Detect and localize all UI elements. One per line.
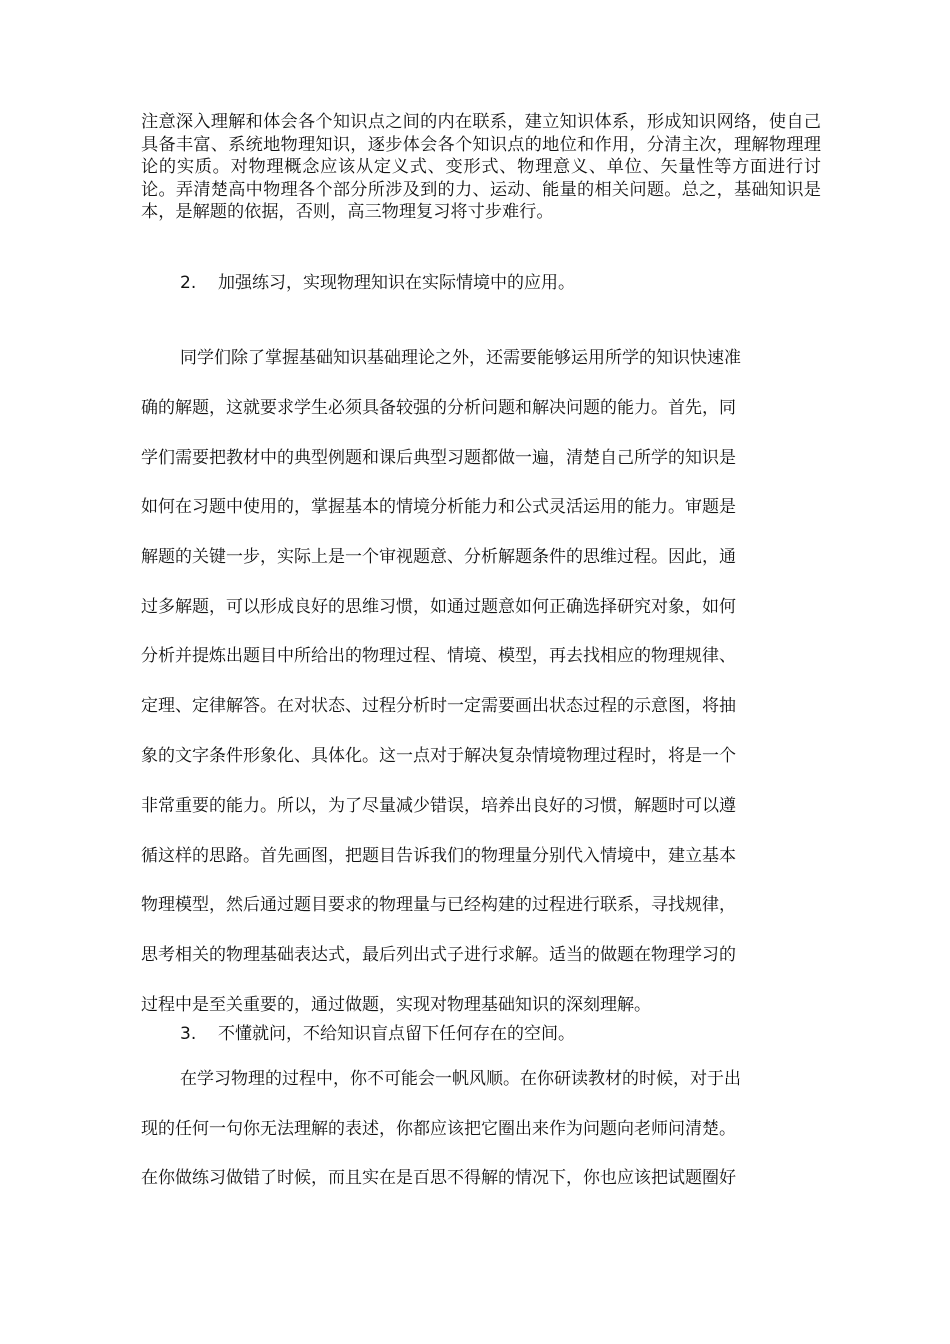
section-2-line: 循这样的思路。首先画图，把题目告诉我们的物理量分别代入情境中，建立基本 [141,846,736,866]
section-3-line: 现的任何一句你无法理解的表述，你都应该把它圈出来作为问题向老师问清楚。 [141,1119,736,1139]
section-3-number: 3. [180,1024,197,1044]
section-2-line: 思考相关的物理基础表达式，最后列出式子进行求解。适当的做题在物理学习的 [141,945,736,965]
section-2-number: 2. [180,273,197,293]
section-2-line: 分析并提炼出题目中所给出的物理过程、情境、模型，再去找相应的物理规律、 [141,646,736,666]
section-2-line: 过程中是至关重要的，通过做题，实现对物理基础知识的深刻理解。 [141,995,651,1015]
section-2-line: 过多解题，可以形成良好的思维习惯，如通过题意如何正确选择研究对象，如何 [141,597,736,617]
section-3-title: 不懂就问，不给知识盲点留下任何存在的空间。 [218,1024,575,1044]
section-2-heading [180,272,575,294]
section-2-line: 确的解题，这就要求学生必须具备较强的分析问题和解决问题的能力。首先，同 [141,398,736,418]
intro-paragraph: 注意深入理解和体会各个知识点之间的内在联系，建立知识体系，形成知识网络，使自己具备丰富、系统地物理知识，逐步体会各个知识点的地位和作用，分清主次，理解物理理论的实质。对物理概念应该从定义式、变形式、物理意义、单位、矢量性等方面进行讨论。弄清楚高中物理各个部分所涉及到的力、运动、能量的相关问题。总之，基础知识是本，是解题的依据，否则，高三物理复习将寸步难行。 [141,112,821,222]
section-2-line: 解题的关键一步，实际上是一个审视题意、分析解题条件的思维过程。因此，通 [141,547,736,567]
section-2-line: 如何在习题中使用的，掌握基本的情境分析能力和公式灵活运用的能力。审题是 [141,497,736,517]
section-2-line: 象的文字条件形象化、具体化。这一点对于解决复杂情境物理过程时，将是一个 [141,746,736,766]
section-2-line: 同学们除了掌握基础知识基础理论之外，还需要能够运用所学的知识快速准 [180,348,741,368]
section-2-line: 定理、定律解答。在对状态、过程分析时一定需要画出状态过程的示意图，将抽 [141,696,736,716]
section-2-title: 加强练习，实现物理知识在实际情境中的应用。 [218,273,575,293]
section-2-line: 物理模型，然后通过题目要求的物理量与已经构建的过程进行联系，寻找规律， [141,895,736,915]
section-2-line: 学们需要把教材中的典型例题和课后典型习题都做一遍，清楚自己所学的知识是 [141,448,736,468]
section-3-line: 在学习物理的过程中，你不可能会一帆风顺。在你研读教材的时候，对于出 [180,1069,741,1089]
section-3-heading [180,1023,575,1045]
section-3-line: 在你做练习做错了时候，而且实在是百思不得解的情况下，你也应该把试题圈好 [141,1168,736,1188]
section-2-line: 非常重要的能力。所以，为了尽量减少错误，培养出良好的习惯，解题时可以遵 [141,796,736,816]
